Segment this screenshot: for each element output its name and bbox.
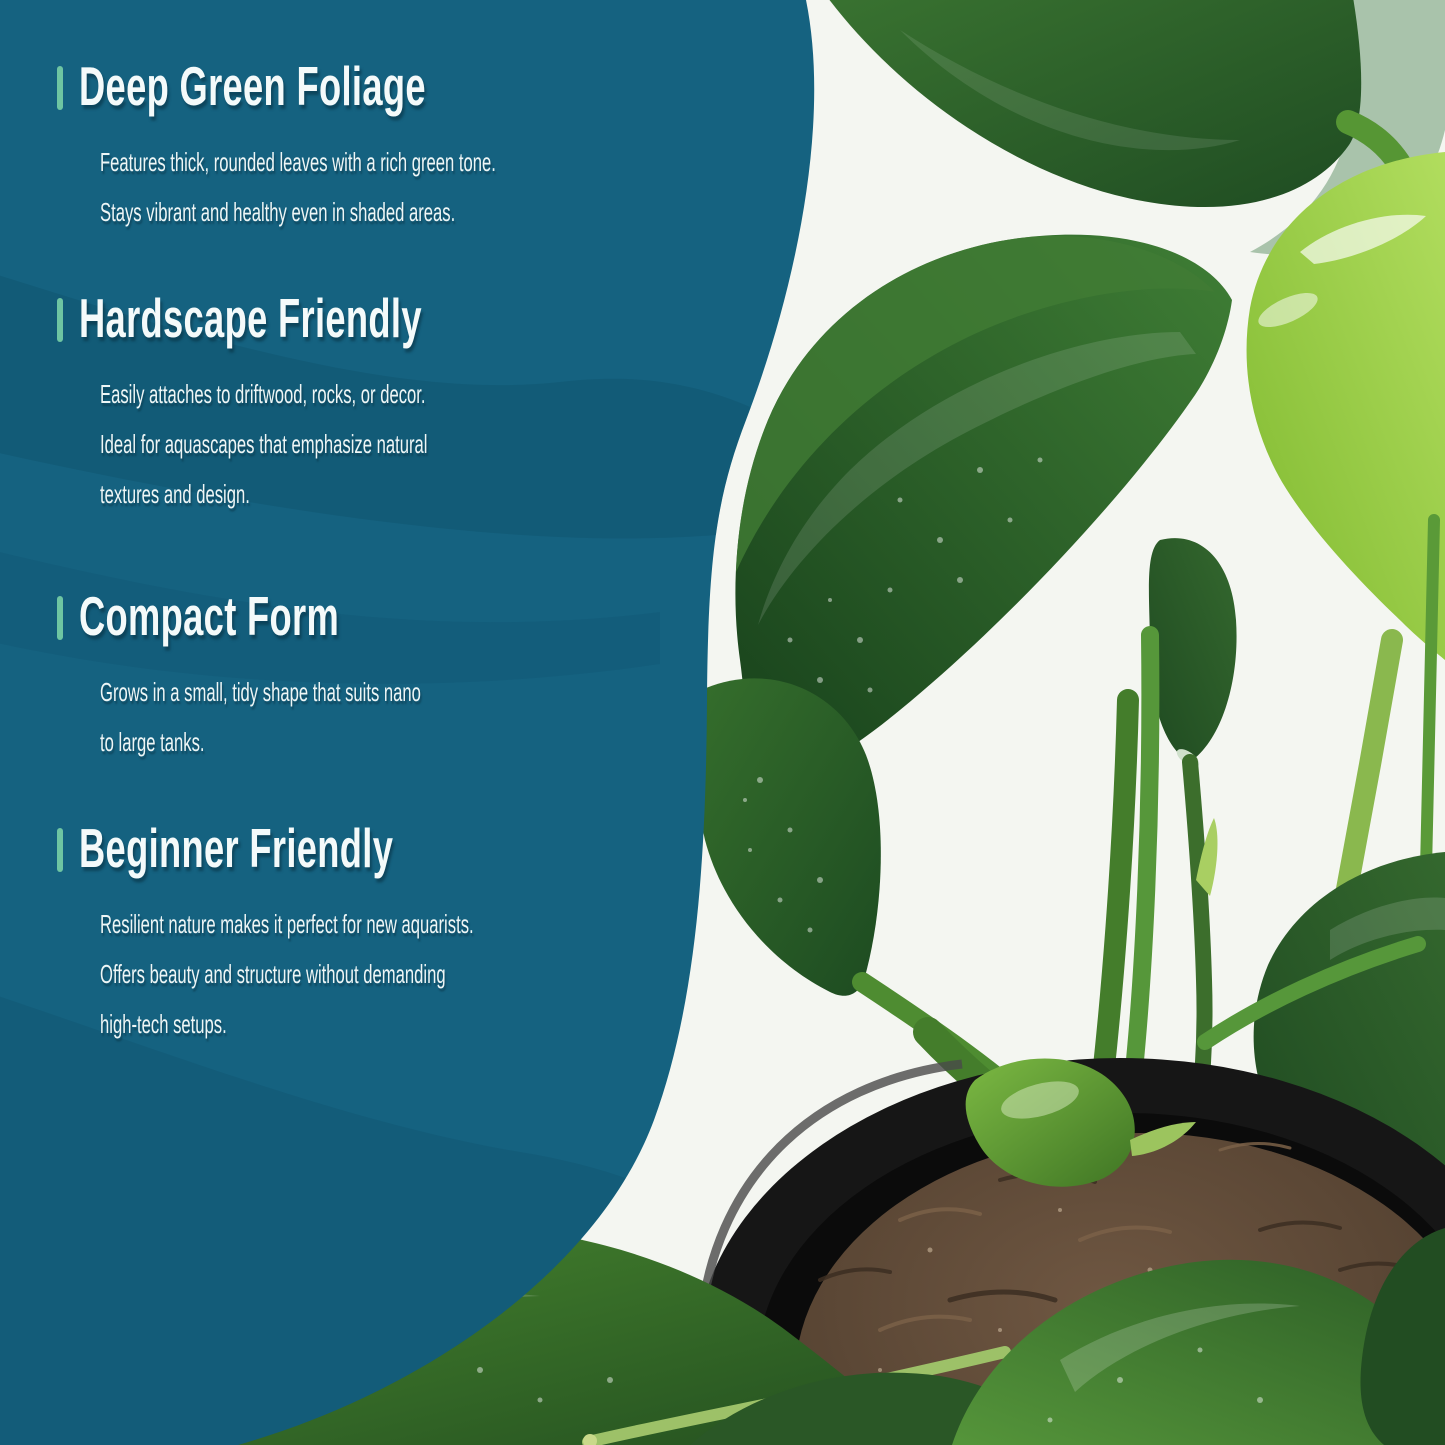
- feature-hardscape-friendly: [57, 287, 757, 519]
- feature-line: textures and design.: [100, 479, 250, 509]
- feature-line: Resilient nature makes it perfect for new aquarists.: [100, 909, 474, 939]
- feature-line: Offers beauty and structure without demanding: [100, 959, 446, 989]
- feature-line: Easily attaches to driftwood, rocks, or decor.: [100, 379, 426, 409]
- feature-deep-green-foliage: [57, 55, 757, 237]
- feature-line: high-tech setups.: [100, 1009, 227, 1039]
- feature-line: Ideal for aquascapes that emphasize natural: [100, 429, 428, 459]
- accent-bar: [57, 298, 63, 342]
- accent-bar: [57, 596, 63, 640]
- feature-compact-form: [57, 585, 757, 767]
- feature-line: Grows in a small, tidy shape that suits nano: [100, 677, 421, 707]
- feature-beginner-friendly: [57, 817, 757, 1049]
- feature-line: Features thick, rounded leaves with a rich green tone.: [100, 147, 496, 177]
- feature-heading: Hardscape Friendly: [79, 287, 422, 349]
- feature-heading: Deep Green Foliage: [79, 55, 426, 117]
- feature-heading: Beginner Friendly: [79, 817, 394, 879]
- feature-heading: Compact Form: [79, 585, 340, 647]
- feature-line: Stays vibrant and healthy even in shaded areas.: [100, 197, 456, 227]
- accent-bar: [57, 66, 63, 110]
- feature-line: to large tanks.: [100, 727, 205, 757]
- accent-bar: [57, 828, 63, 872]
